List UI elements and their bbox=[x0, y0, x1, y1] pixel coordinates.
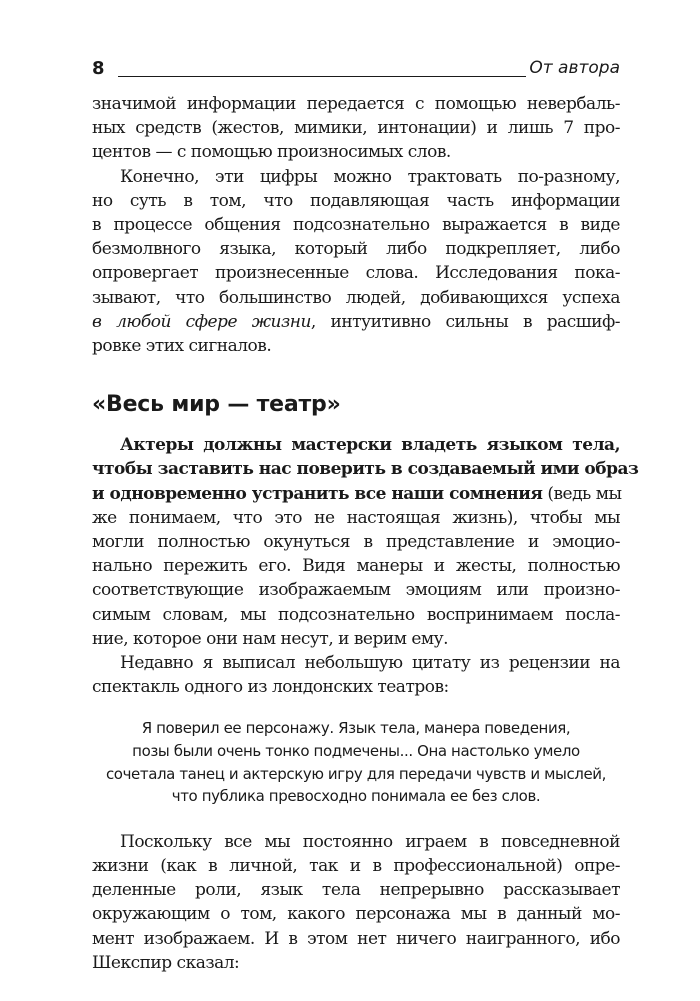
block-quote bbox=[92, 717, 620, 807]
running-header bbox=[92, 56, 620, 82]
text-line: спектакль одного из лондонских театров: bbox=[92, 677, 449, 698]
quote-line: позы были очень тонко подмечены... Она настолько умело bbox=[132, 742, 580, 761]
text-line: Шекспир сказал: bbox=[92, 952, 240, 973]
paragraph-4 bbox=[92, 651, 620, 699]
text-line: ровке этих сигналов. bbox=[92, 336, 272, 357]
quote-line: что публика превосходно понимала ее без слов. bbox=[171, 787, 541, 806]
page-content bbox=[92, 92, 639, 975]
header-rule bbox=[118, 76, 526, 77]
text-line: Актеры должны мастерски владеть языком тела, bbox=[120, 435, 620, 456]
paragraph-2 bbox=[92, 165, 620, 359]
text-line: безмолвного языка, который либо подкрепляет, либо bbox=[92, 239, 620, 260]
text-line: жизни (как в личной, так и в профессиональной) опре- bbox=[92, 856, 620, 877]
quote-line: сочетала танец и актерскую игру для передачи чувств и мыслей, bbox=[105, 764, 607, 783]
text-line: ных средств (жестов, мимики, интонации) и лишь 7 про- bbox=[92, 118, 620, 139]
section-heading: «Весь мир — театр» bbox=[92, 392, 341, 418]
text-line bbox=[92, 310, 620, 334]
text-fragment: (ведь мы bbox=[542, 483, 622, 504]
text-line: значимой информации передается с помощью невербаль- bbox=[92, 94, 620, 114]
text-line: окружающим о том, какого персонажа мы в данный мо- bbox=[92, 904, 620, 925]
text-line: могли полностью окунуться в представление и эмоцио- bbox=[92, 532, 620, 553]
paragraph-5 bbox=[92, 830, 620, 975]
text-line: деленные роли, язык тела непрерывно рассказывает bbox=[92, 880, 620, 901]
bold-emphasis: и одновременно устранить все наши сомнения bbox=[92, 483, 543, 504]
text-line: же понимаем, что это не настоящая жизнь), чтобы мы bbox=[92, 507, 620, 528]
text-line: центов — с помощью произносимых слов. bbox=[92, 142, 451, 163]
text-line: чтобы заставить нас поверить в создаваемый ими образ bbox=[92, 459, 639, 480]
text-line: мент изображаем. И в этом нет ничего наигранного, ибо bbox=[92, 928, 620, 949]
text-line: но суть в том, что подавляющая часть информации bbox=[92, 190, 620, 211]
text-fragment: , интуитивно сильны в расшиф- bbox=[310, 311, 620, 332]
quote-line: Я поверил ее персонажу. Язык тела, манера поведения, bbox=[141, 719, 571, 738]
paragraph-1 bbox=[92, 92, 620, 165]
text-line: ние, которое они нам несут, и верим ему. bbox=[92, 628, 449, 649]
text-line: соответствующие изображаемым эмоциям или произно- bbox=[92, 580, 620, 601]
text-line: нально пережить его. Видя манеры и жесты, полностью bbox=[92, 556, 620, 577]
running-section-title: От автора bbox=[529, 58, 620, 78]
text-line: опровергает произнесенные слова. Исследования пока- bbox=[92, 263, 620, 284]
text-line: Поскольку все мы постоянно играем в повседневной bbox=[120, 831, 620, 852]
text-line: в процессе общения подсознательно выражается в виде bbox=[92, 215, 620, 236]
page-number: 8 bbox=[92, 58, 105, 79]
text-line: симым словам, мы подсознательно воспринимаем посла- bbox=[92, 604, 620, 625]
paragraph-3 bbox=[92, 433, 639, 651]
text-line: Недавно я выписал небольшую цитату из рецензии на bbox=[120, 653, 620, 674]
italic-emphasis: в любой сфере жизни bbox=[92, 311, 311, 332]
text-line bbox=[92, 482, 620, 506]
text-line: Конечно, эти цифры можно трактовать по-разному, bbox=[120, 166, 620, 187]
text-line: зывают, что большинство людей, добивающихся успеха bbox=[92, 287, 620, 308]
